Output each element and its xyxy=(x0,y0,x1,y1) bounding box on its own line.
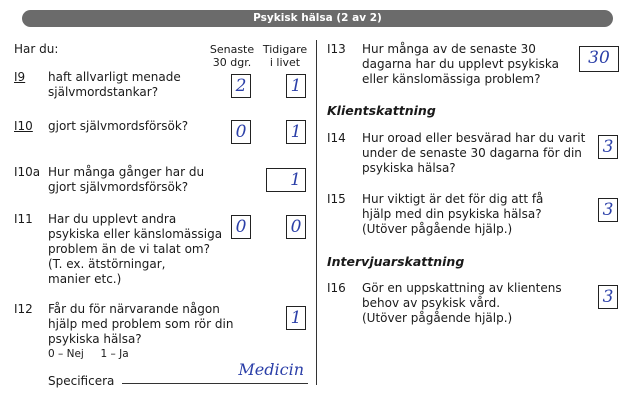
i10-recent-box[interactable] xyxy=(231,120,251,144)
specify-label: Specificera xyxy=(48,374,115,388)
i16-rating-value: 3 xyxy=(602,287,614,307)
section-client-rating: Klientskattning xyxy=(327,103,436,118)
i11-earlier-value: 0 xyxy=(290,217,302,237)
question-text-i10a: Hur många gånger har du gjort självmordsförsök? xyxy=(48,165,205,194)
specify-field[interactable] xyxy=(122,359,308,384)
i12-options: 0 – Nej 1 – Ja xyxy=(48,348,129,360)
i11-recent-value: 0 xyxy=(235,217,247,237)
i10a-count-value: 1 xyxy=(290,170,301,190)
question-text-i16: Gör en uppskattning av klientens behov av psykisk vård. (Utöver pågående hjälp.) xyxy=(362,281,562,325)
column-header-recent: Senaste 30 dgr. xyxy=(209,43,255,69)
specify-underline xyxy=(122,383,308,384)
question-text-i11: Har du upplevt andra psykiska eller känslomässiga problem än de vi talat om? (T. ex. ätstörningar, manier etc.) xyxy=(48,212,223,286)
question-number-i10a: I10a xyxy=(14,165,41,179)
i9-earlier-value: 1 xyxy=(290,76,302,96)
question-text-i15: Hur viktigt är det för dig att få hjälp med din psykiska hälsa? (Utöver pågående hjälp.) xyxy=(362,192,544,236)
section-header: Psykisk hälsa (2 av 2) xyxy=(22,10,613,27)
i13-days-box[interactable] xyxy=(579,46,619,72)
i12-help-value: 1 xyxy=(290,308,302,328)
i14-rating-box[interactable] xyxy=(598,135,618,159)
i11-earlier-box[interactable] xyxy=(286,215,306,239)
column-header-earlier: Tidigare i livet xyxy=(262,43,308,69)
i10-recent-value: 0 xyxy=(235,122,247,142)
question-text-i13: Hur många av de senaste 30 dagarna har du upplevt psykiska eller känslomässiga problem? xyxy=(362,42,559,86)
question-number-i11: I11 xyxy=(14,212,33,226)
column-divider xyxy=(316,40,317,385)
question-text-i10: gjort självmordsförsök? xyxy=(48,119,189,133)
i10a-count-box[interactable] xyxy=(266,168,306,192)
i9-recent-box[interactable] xyxy=(231,74,251,98)
i15-rating-box[interactable] xyxy=(598,198,618,222)
question-text-i14: Hur oroad eller besvärad har du varit under de senaste 30 dagarna för din psykiska hälsa? xyxy=(362,131,586,175)
i15-rating-value: 3 xyxy=(602,200,614,220)
question-number-i13: I13 xyxy=(327,42,346,56)
section-interviewer-rating: Intervjuarskattning xyxy=(327,254,465,269)
question-number-i9: I9 xyxy=(14,70,26,84)
i12-help-box[interactable] xyxy=(286,306,306,330)
question-number-i16: I16 xyxy=(327,281,346,295)
i9-recent-value: 2 xyxy=(235,76,247,96)
question-text-i9: haft allvarligt menade självmordstankar? xyxy=(48,70,181,99)
intro-label: Har du: xyxy=(14,42,59,56)
question-number-i15: I15 xyxy=(327,192,346,206)
question-number-i12: I12 xyxy=(14,302,33,316)
i9-earlier-box[interactable] xyxy=(286,74,306,98)
i10-earlier-box[interactable] xyxy=(286,120,306,144)
question-number-i14: I14 xyxy=(327,131,346,145)
i14-rating-value: 3 xyxy=(602,137,614,157)
question-number-i10: I10 xyxy=(14,119,33,133)
specify-value: Medicin xyxy=(238,360,304,379)
i11-recent-box[interactable] xyxy=(231,215,251,239)
i13-days-value: 30 xyxy=(588,48,610,68)
i16-rating-box[interactable] xyxy=(598,285,618,309)
question-text-i12: Får du för närvarande någon hjälp med problem som rör din psykiska hälsa? xyxy=(48,302,234,346)
i10-earlier-value: 1 xyxy=(290,122,302,142)
